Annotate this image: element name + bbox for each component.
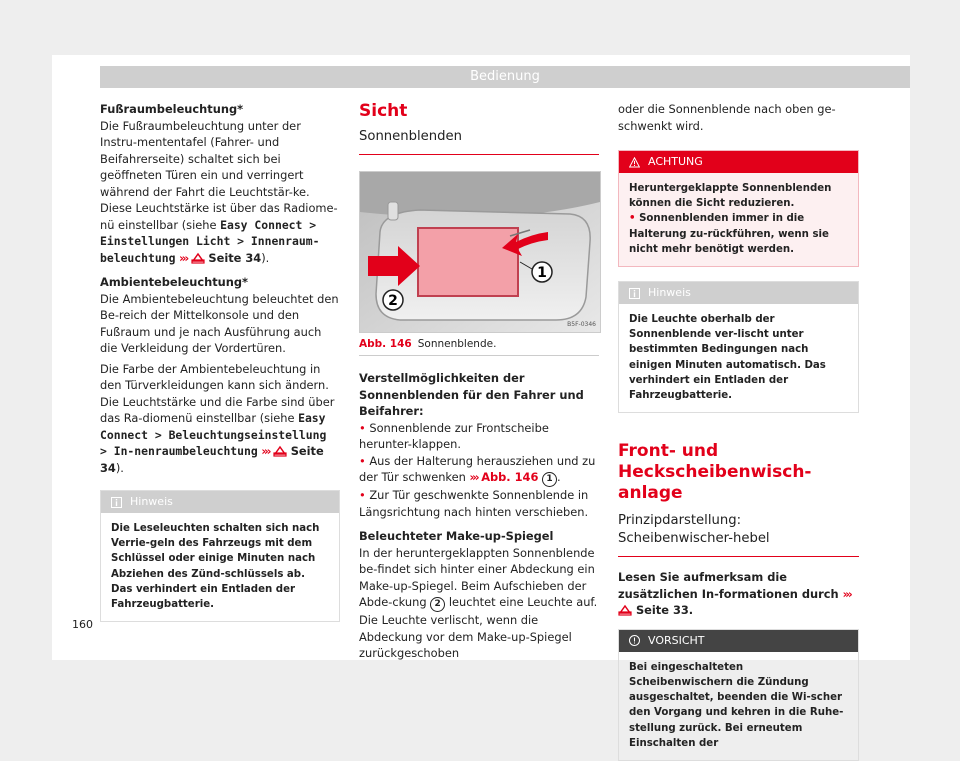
achtung-bullet-text: Sonnenblenden immer in die Halterung zu-rückführen, wenn sie nicht mehr benötigt werden. <box>629 213 829 255</box>
achtung-bullet: • Sonnenblenden immer in die Halterung zu-rückführen, wenn sie nicht mehr benötigt werden. <box>629 213 829 255</box>
section-heading-sicht: Sicht <box>359 101 408 121</box>
wischanlage-section-header <box>618 441 859 557</box>
number-badge-1: 1 <box>542 472 557 487</box>
bullet-3-text: Zur Tür geschwenkte Sonnenblende in Längsrichtung nach hinten verschieben. <box>359 488 589 519</box>
vorsicht-text: Bei eingeschalteten Scheibenwischern die Zündung ausgeschaltet, beenden die Wi-scher den Vorgang und kehren in die Ruhe-stellung zurück. Bei erneutem Einschalten der <box>629 661 844 749</box>
caption-label: Abb. 146 <box>359 338 412 350</box>
vorsicht-label: VORSICHT <box>648 633 705 647</box>
fussraum-menu-path: Easy Connect > Einstellungen Licht > Innenraum-beleuchtung <box>100 217 320 265</box>
intro-page-link[interactable]: Seite 33 <box>635 603 689 618</box>
bullet-3: • Zur Tür geschwenkte Sonnenblende in Längsrichtung nach hinten verschieben. <box>359 488 589 519</box>
ref-arrows-icon: ››› <box>179 250 188 265</box>
fussraum-title: Fußraumbeleuchtung* <box>100 102 244 116</box>
ref-arrows-icon: ››› <box>842 586 851 601</box>
vorsicht-header <box>619 630 858 652</box>
figure-link[interactable]: Abb. 146 <box>481 470 539 484</box>
figure-caption <box>359 337 599 356</box>
achtung-header <box>619 151 858 173</box>
caution-icon <box>629 635 640 646</box>
intro-paragraph: Lesen Sie aufmerksam die zusätzlichen In-formationen durch ››› Seite 33. <box>618 570 851 618</box>
ambiente-text-1: Die Ambientebeleuchtung beleuchtet den Be-reich der Mittelkonsole und den Fußraum und je nach Ausführung auch die Verkleidung der Vordertüren. <box>100 291 339 355</box>
column-1 <box>100 101 340 622</box>
subheading-wischerhebel: Prinzipdarstellung: Scheibenwischer-hebel <box>618 513 770 547</box>
hinweis-header <box>101 491 339 513</box>
hinweis-header <box>619 282 858 304</box>
page-reference-icon <box>191 252 205 264</box>
bullet-1: • Sonnenblende zur Frontscheibe herunter-klappen. <box>359 420 549 451</box>
column-3 <box>618 101 859 761</box>
hinweis-box-2 <box>618 281 859 413</box>
column-2 <box>359 101 599 662</box>
section-heading-wischanlage: Front- und Heckscheibenwisch-anlage <box>618 441 812 504</box>
intro-text: Lesen Sie aufmerksam die zusätzlichen In-formationen durch <box>618 570 839 601</box>
fussraum-paragraph: Die Fußraumbeleuchtung unter der Instru-mententafel (Fahrer- und Beifahrerseite) schaltet sich bei geöffneten Türen ein und verringert während der Fahrt die Leuchtstär-ke. Diese Leuchtstärke ist über das Radiome-nü einstellbar (siehe Easy Connect > Einstellungen Licht > Innenraum-beleuchtung ››› Seite 34). <box>100 118 338 265</box>
ambiente-paragraph-2: Die Farbe der Ambientebeleuchtung in den Türverkleidungen kann sich ändern. Die Leuchtstärke und die Farbe sind über das Ra-diomenü einstellbar (siehe Easy Connect > Beleuchtungseinstellung > In-nenraumbeleuchtung ››› Seite 34). <box>100 361 335 475</box>
ambiente-page-link[interactable]: Seite 34 <box>100 444 324 475</box>
spiegel-paragraph-1 <box>359 545 599 613</box>
spiegel-text-1-post: leuchtet eine Leuchte auf. <box>448 595 598 609</box>
ref-arrows-icon: ››› <box>261 444 270 458</box>
callout-2: 2 <box>388 293 398 309</box>
number-badge-2: 2 <box>430 597 445 612</box>
bullet-1-text: Sonnenblende zur Frontscheibe herunter-klappen. <box>359 420 549 451</box>
page-header: Bedienung <box>100 66 910 88</box>
spiegel-text-1: In der heruntergeklappten Sonnenblende be-findet sich hinter einer Abdeckung ein Make-up-Spiegel. Beim Aufschieben der Abde-ckung <box>359 545 595 609</box>
ambiente-title: Ambientebeleuchtung* <box>100 275 249 289</box>
figure-code: B5F-0346 <box>567 321 596 328</box>
ambiente-text-2: Die Farbe der Ambientebeleuchtung in den Türverkleidungen kann sich ändern. Die Leuchtstärke und die Farbe sind über das Ra-diomenü einstellbar (siehe <box>100 361 335 425</box>
bullet-2-text: Aus der Halterung herausziehen und zu der Tür schwenken <box>359 453 596 484</box>
sicht-section-header <box>359 101 599 155</box>
fussraum-text: Die Fußraumbeleuchtung unter der Instru-mententafel (Fahrer- und Beifahrerseite) schaltet sich bei geöffneten Türen ein und verringert während der Fahrt die Leuchtstär-ke. Diese Leuchtstärke ist über das Radiome-nü einstellbar (siehe <box>100 118 338 232</box>
hinweis-box-1 <box>100 490 340 622</box>
spiegel-text-2: Die Leuchte verlischt, wenn die Abdeckung vor dem Make-up-Spiegel zurückgeschoben <box>359 613 572 660</box>
page-reference-icon <box>273 445 287 457</box>
hinweis-label: Hinweis <box>648 286 691 300</box>
achtung-body <box>619 173 858 266</box>
ambiente-menu-path: Easy Connect > Beleuchtungseinstellung > In-nenraumbeleuchtung <box>100 411 327 458</box>
achtung-box <box>618 150 859 267</box>
continued-text: oder die Sonnenblende nach oben ge-schwenkt wird. <box>618 102 836 133</box>
info-icon <box>629 288 640 299</box>
caption-text: Sonnenblende. <box>417 338 497 350</box>
manual-page <box>52 55 910 749</box>
subheading-sonnenblenden: Sonnenblenden <box>359 129 462 144</box>
hinweis-text: Die Leuchte oberhalb der Sonnenblende ver-lischt unter bestimmten Bedingungen nach einigen Minuten automatisch. Das verhindert ein Entladen der Fahrzeugbatterie. <box>629 314 826 402</box>
achtung-label: ACHTUNG <box>648 155 703 168</box>
page-number: 160 <box>72 618 93 631</box>
sun-visor-illustration <box>360 172 600 332</box>
hinweis-label: Hinweis <box>130 495 173 508</box>
page-reference-icon <box>618 604 632 616</box>
bullet-2: • Aus der Halterung herausziehen und zu der Tür schwenken ››› Abb. 146 1 . <box>359 453 599 488</box>
warning-icon <box>629 157 640 168</box>
hinweis-text: Die Leseleuchten schalten sich nach Verrie-geln des Fahrzeugs mit dem Schlüssel oder einige Minuten nach Abziehen des Zünd-schlüssels ab. Das verhindert ein Entladen der Fahrzeugbatterie. <box>111 523 320 611</box>
verstell-title: Verstellmöglichkeiten der Sonnenblenden für den Fahrer und Beifahrer: <box>359 371 584 418</box>
achtung-text: Heruntergeklappte Sonnenblenden können die Sicht reduzieren. <box>629 183 832 210</box>
callout-1: 1 <box>537 265 547 281</box>
vorsicht-box <box>618 629 859 761</box>
spiegel-title: Beleuchteter Make-up-Spiegel <box>359 529 554 543</box>
info-icon <box>111 497 122 508</box>
sun-visor-figure <box>359 171 601 333</box>
fussraum-page-link[interactable]: Seite 34 <box>208 250 262 265</box>
